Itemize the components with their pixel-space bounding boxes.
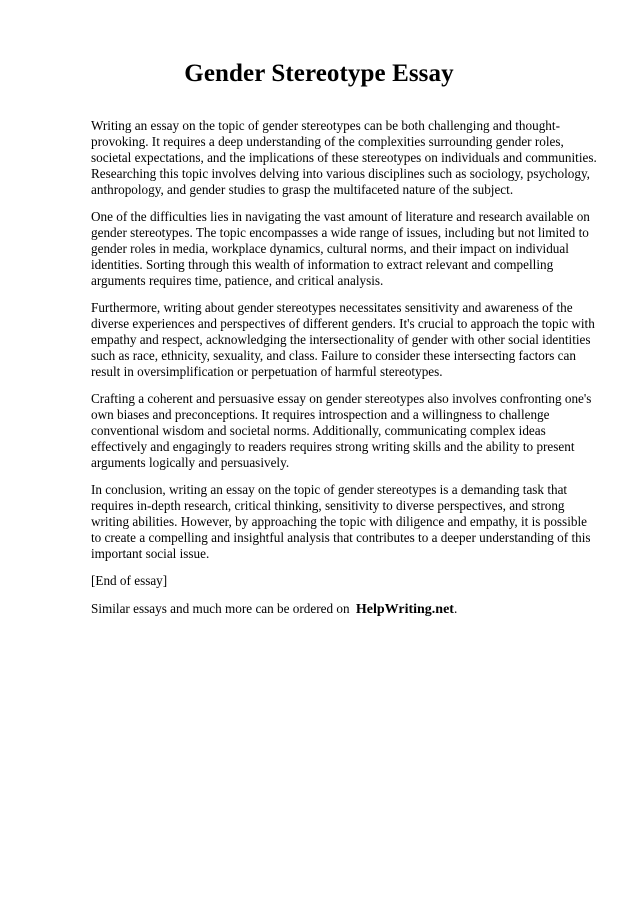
essay-paragraph-3: Furthermore, writing about gender stereotypes necessitates sensitivity and awareness of the diverse experiences and perspectives of different genders. It's crucial to approach the topic with empathy and respect, acknowledging the intersectionality of gender with other social identities such as race, ethnicity, sexuality, and class. Failure to consider these intersecting factors can result in oversimplification or perpetuation of harmful stereotypes. (91, 299, 595, 380)
footer-period: . (453, 600, 458, 616)
end-of-essay-note: [End of essay] (91, 572, 168, 588)
essay-paragraph-4: Crafting a coherent and persuasive essay on gender stereotypes also involves confronting one's own biases and preconceptions. It requires introspection and a willingness to challenge conventional wisdom and societal norms. Additionally, communicating complex ideas effectively and engagingly to readers requires strong writing skills and the ability to present arguments logically and persuasively. (91, 390, 592, 471)
essay-paragraph-5: In conclusion, writing an essay on the topic of gender stereotypes is a demanding task that requires in-depth research, critical thinking, sensitivity to diverse perspectives, and strong writing abilities. However, by approaching the topic with diligence and empathy, it is possible to create a compelling and insightful analysis that contributes to a deeper understanding of this important social issue. (91, 481, 591, 562)
footer-promo (91, 601, 598, 618)
brand-link[interactable]: HelpWriting.net (355, 601, 454, 617)
essay-paragraph-1: Writing an essay on the topic of gender stereotypes can be both challenging and thought-provoking. It requires a deep understanding of the complexities surrounding gender roles, societal expectations, and the implications of these stereotypes on individuals and communities. Researching this topic involves delving into various disciplines such as sociology, psychology, anthropology, and gender studies to grasp the multifaceted nature of the subject. (91, 118, 597, 198)
footer-text: Similar essays and much more can be ordered on (91, 600, 350, 616)
document-title: Gender Stereotype Essay (184, 60, 454, 87)
essay-paragraph-2: One of the difficulties lies in navigating the vast amount of literature and research available on gender stereotypes. The topic encompasses a wide range of issues, including but not limited to gender roles in media, workplace dynamics, cultural norms, and their impact on individual identities. Sorting through this wealth of information to extract relevant and compelling arguments requires time, patience, and critical analysis. (91, 208, 590, 289)
